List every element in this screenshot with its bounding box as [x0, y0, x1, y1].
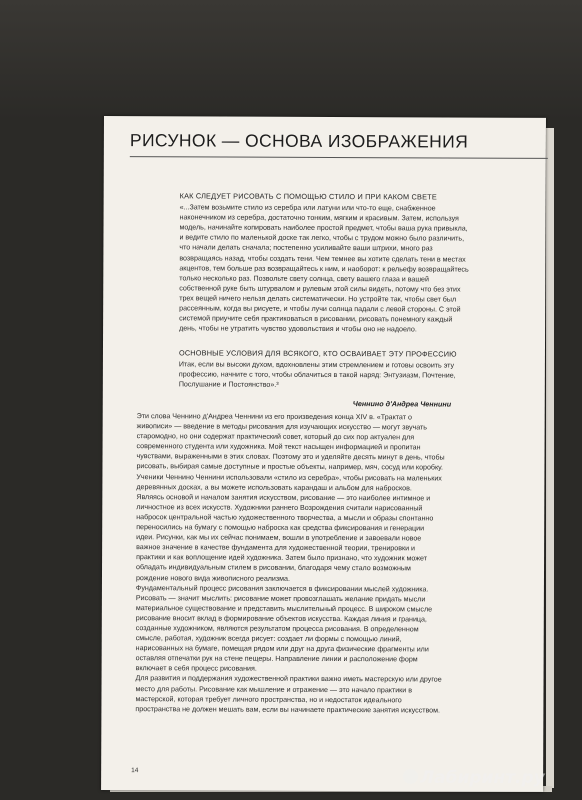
header-rule	[130, 156, 548, 159]
text-line: рассеянным, когда вы рисуете, и чтобы лучи солнца падали с левой стороны. С этой	[179, 304, 461, 314]
quote-section-2	[179, 348, 499, 391]
page-number: 14	[131, 767, 139, 775]
text-line: трех вещей ничего нельзя делать систематически. Но устройте так, чтобы свет был	[179, 294, 457, 304]
text-line: и ведите стило по маленькой доске так легко, чтобы с трудом можно было различить,	[179, 233, 465, 243]
text-line: практики и как воплощение идей художника. Затем было признано, что художник может	[136, 553, 428, 563]
text-line: Рисовать — значит мыслить: рисование может провозглашать желание придать мысли	[135, 593, 426, 604]
text-line: переносились на бумагу с помощью наброска как средства фиксирования и генерации	[136, 523, 425, 533]
text-line: «...Затем возьмите стило из серебра или латуни или что-то еще, снабженное	[179, 203, 436, 213]
text-line: деревянных досках, а вы можете использовать карандаш и альбом для набросков.	[136, 482, 412, 493]
text-line: рождение нового вида живописного реализма.	[135, 573, 290, 583]
text-line: наконечником из серебра, достаточно тонким, мягким и красивым. Затем, используя	[179, 213, 459, 223]
text-line: чувствами, выраженными в этих словах. Поэтому это и уделяйте десять минут в день, чтобы	[136, 452, 445, 462]
text-line: созданные художником, являются результатом процесса рисования. В определенном	[135, 624, 419, 634]
text-line: идеи. Рисунки, как мы их сейчас понимаем, вошли в употребление и завоевали новое	[136, 533, 422, 543]
section-1-body	[179, 202, 500, 335]
section-title: КАК СЛЕДУЕТ РИСОВАТЬ С ПОМОЩЬЮ СТИЛО И ПРИ КАКОМ СВЕТЕ	[179, 191, 437, 202]
text-line: набросок центральной частью художественного творчества, а мысли и образы спонтанно	[136, 513, 434, 523]
text-line: оставляя отпечатки рук на стене пещеры. Направление линии и расположение форм	[135, 654, 418, 664]
page-title: РИСУНОК — ОСНОВА ИЗОБРАЖЕНИЯ	[129, 130, 469, 152]
section-title: ОСНОВНЫЕ УСЛОВИЯ ДЛЯ ВСЯКОГО, КТО ОСВАИВАЕТ ЭТУ ПРОФЕССИЮ	[178, 348, 457, 359]
text-line: Послушание и Постоянство».³	[178, 380, 279, 390]
quote-section-1	[179, 191, 500, 335]
scan-background	[0, 0, 582, 120]
text-line: смысле, работая, художник всегда рисует: создает ли формы с помощью линий,	[135, 634, 402, 644]
section-2-body	[179, 359, 499, 391]
text-line: собственной руке быть штурвалом и рулевым этой силы видеть, потому что без этих	[179, 284, 461, 294]
text-line: Фундаментальный процесс рисования заключается в фиксировании мыслей художника.	[135, 583, 429, 594]
text-line: старомодно, но они содержат практический совет, который до сих пор актуален для	[136, 432, 415, 442]
watermark: Лабиринт.ру	[420, 768, 545, 788]
text-line: материальное существование и представить мыслительный процесс. В широком смысле	[135, 603, 433, 614]
text-line: возвращаясь назад, чтобы создать тени. Чем темнее вы хотите сделать тени в местах	[179, 253, 466, 264]
quote-attribution: Ченнино д'Андреа Ченнини	[352, 399, 452, 409]
watermark-logo-icon	[403, 769, 418, 784]
text-line: день, чтобы не утратить чувство удовольствия и чтобы оно не надоело.	[179, 324, 417, 334]
text-line: современного студента или художника. Мой текст насыщен информацией и пропитан	[136, 442, 421, 452]
text-line: только несколько раз. Позвольте свету солнца, свету вашего глаза и вашей	[179, 274, 429, 284]
page-edge-right	[546, 128, 554, 788]
text-line: включает в себя процесс рисования.	[135, 664, 257, 674]
text-line: обладать индивидуальным стилем в рисовании, благодаря чему стало возможным	[136, 563, 411, 573]
text-line: мастерской, которая требует личного пространства, но и недостаток идеального	[135, 694, 402, 704]
text-line: Являясь основой и началом занятия искусством, рисование — это наиболее интимное и	[136, 492, 431, 503]
text-line: Эти слова Ченнино д'Андреа Ченнини из его произведения конца XIV в. «Трактат о	[136, 412, 412, 422]
book-page	[101, 116, 546, 792]
text-line: нарисованных на бумаге, помещая рядом или друг на друга физические фрагменты или	[135, 644, 429, 654]
text-line: рисовать, выбирая самые доступные и простые объекты, например, мяч, сосуд или коробку.	[136, 462, 444, 472]
text-line: модель, начинайте копировать наиболее простой предмет, чтобы ваша рука привыкла,	[179, 223, 468, 233]
text-line: акцентов, тем больше раз возвращайтесь к ним, и наоборот: к рельефу возвращайтесь	[179, 263, 469, 274]
text-line: важное значение в качестве фундамента для художественной теории, тренировки и	[136, 543, 415, 553]
text-line: рисование вносит вклад в формирование объектов искусства. Каждая линия и граница,	[135, 614, 427, 624]
text-line: личностное из всех искусств. Художники раннего Возрождения считали нарисованный	[136, 502, 423, 513]
text-line: место для работы. Рисование как мышление и отражение — это начало практики в	[135, 684, 413, 694]
text-line: Итак, если вы высоки духом, вдохновлены этим стремлением и готовы освоить эту	[178, 360, 455, 370]
main-body-text	[135, 411, 508, 715]
text-line: профессию, начните с того, чтобы облачиться в такой наряд: Энтузиазм, Почтение,	[178, 370, 456, 380]
text-line: системой приучите себя практиковаться в рисовании, рисовать понемногу каждый	[179, 314, 453, 324]
text-line: Ученики Ченнино Ченнини использовали «стило из серебра», чтобы рисовать на маленьких	[136, 472, 442, 483]
text-line: Для развития и поддержания художественной практики важно иметь мастерскую или другое	[135, 674, 442, 684]
text-line: живописи» — введение в методы рисования для изучающих искусство — могут звучать	[136, 422, 427, 432]
text-line: пространства не должен мешать вам, если вы начинаете практические занятия искусством.	[135, 704, 441, 715]
text-line: что начали делать сначала; постепенно усиливайте ваши штрихи, много раз	[179, 243, 433, 253]
